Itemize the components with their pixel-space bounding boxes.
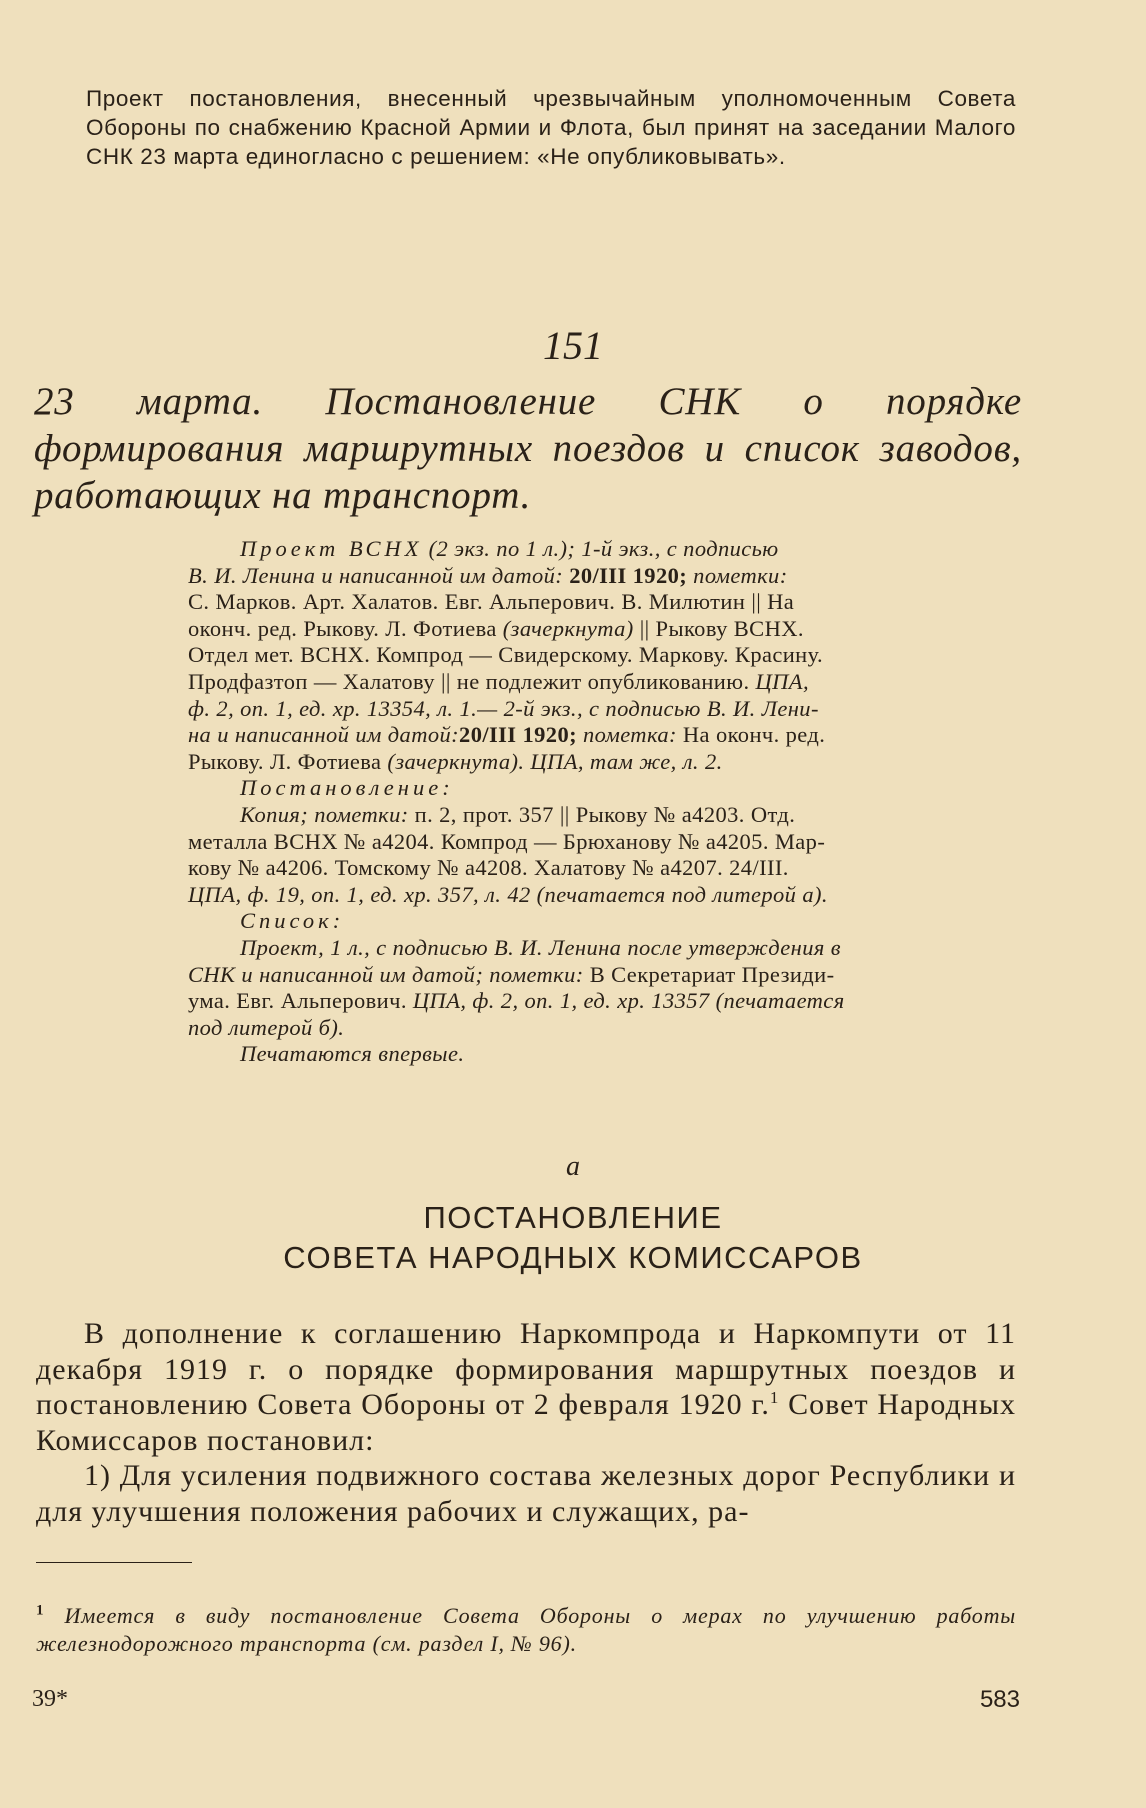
source-text: (зачеркнута). ЦПА, там же, л. 2. (387, 748, 723, 774)
body-paragraph (36, 1316, 1016, 1458)
body-text-span: В дополнение к соглашению Наркомпрода и Наркомпути от 11 декабря 1919 г. о порядке формирования маршрутных поездов и постановлению Совета Обороны от 2 февраля 1920 г. (36, 1317, 1016, 1421)
source-text: (2 экз. по 1 л.); 1-й экз., с подписью (428, 536, 779, 561)
source-text: Отдел мет. ВСНХ. Компрод — Свидерскому. Маркову. Красину. (188, 642, 824, 668)
body-text (36, 1316, 1016, 1529)
body-text-span: Совет Народных Комиссаров постановил: (36, 1388, 1016, 1457)
footnote (36, 1602, 1016, 1658)
footnote-ref: 1 (769, 1388, 780, 1407)
source-label: Список: (240, 908, 345, 934)
source-label: Постановление: (240, 775, 454, 801)
footnote-mark: 1 (36, 1602, 45, 1619)
signature-mark: 39* (32, 1686, 68, 1712)
source-date: 20/III 1920; (459, 722, 577, 748)
archival-sources (188, 536, 1016, 1068)
document-number: 151 (543, 323, 603, 368)
page-number: 583 (979, 1686, 1020, 1713)
source-text: ЦПА, (755, 668, 809, 694)
footnote-text: Имеется в виду постановление Совета Обороны о мерах по улучшению работы железнодорожного транспорта (см. раздел I, № 96). (36, 1603, 1016, 1656)
source-text: ЦПА, ф. 19, оп. 1, ед. хр. 357, л. 42 (печатается под литерой а). (188, 881, 828, 907)
source-text: В Секретариат Президи- (589, 961, 835, 987)
source-text: ф. 2, оп. 1, ед. хр. 13354, л. 1.— 2-й экз., с подписью В. И. Лени- (188, 695, 819, 721)
source-text: Печатаются впервые. (240, 1041, 465, 1067)
source-text: оконч. ред. Рыкову. Л. Фотиева (188, 615, 497, 641)
source-text: Рыкову. Л. Фотиева (188, 748, 382, 774)
document-title: 23 марта. Постановление СНК о порядке формирования маршрутных поездов и список заводов, работающих на транспорт. (34, 380, 1022, 517)
source-text: В. И. Ленина и написанной им датой: (188, 562, 564, 588)
source-date: 20/III 1920; (569, 562, 688, 588)
source-text: кову № а4206. Томскому № а4208. Халатову № а4207. 24/III. (188, 855, 789, 881)
section-letter: а (566, 1151, 580, 1182)
source-text: || Рыкову ВСНХ. (639, 615, 804, 641)
source-text: ума. Евг. Альперович. (188, 988, 407, 1014)
source-text: Продфазтоп — Халатову || не подлежит опубликованию. (188, 668, 750, 694)
source-text: на и написанной им датой: (188, 722, 460, 748)
intro-paragraph: Проект постановления, внесенный чрезвычайным уполномоченным Совета Обороны по снабжению Красной Армии и Флота, был принят на заседании Малого СНК 23 марта единогласно с решением: «Не опубликовывать». (86, 86, 1016, 169)
body-paragraph: 1) Для усиления подвижного состава железных дорог Республики и для улучшения положения рабочих и служащих, ра- (36, 1459, 1016, 1528)
source-label: Проект ВСНХ (240, 536, 423, 561)
source-text: На оконч. ред. (682, 722, 826, 748)
footnote-divider (36, 1562, 192, 1563)
source-text: Копия; пометки: (240, 801, 409, 827)
source-text: ЦПА, ф. 2, оп. 1, ед. хр. 13357 (печатается (412, 988, 845, 1014)
source-text: С. Марков. Арт. Халатов. Евг. Альперович. В. Милютин || На (188, 589, 795, 615)
source-text: пометка: (583, 722, 677, 748)
source-text: (зачеркнута) (502, 615, 634, 641)
section-heading (0, 1198, 1146, 1278)
source-text: п. 2, прот. 357 || Рыкову № а4203. Отд. (414, 801, 796, 827)
heading-line: СОВЕТА НАРОДНЫХ КОМИССАРОВ (283, 1240, 863, 1275)
source-text: пометки: (693, 562, 788, 588)
source-text: Проект, 1 л., с подписью В. И. Ленина после утверждения в (240, 934, 841, 960)
source-text: под литерой б). (188, 1014, 345, 1040)
source-text: СНК и написанной им датой; пометки: (188, 961, 584, 987)
source-text: металла ВСНХ № а4204. Компрод — Брюханову № а4205. Мар- (188, 828, 826, 854)
heading-line: ПОСТАНОВЛЕНИЕ (423, 1200, 723, 1235)
